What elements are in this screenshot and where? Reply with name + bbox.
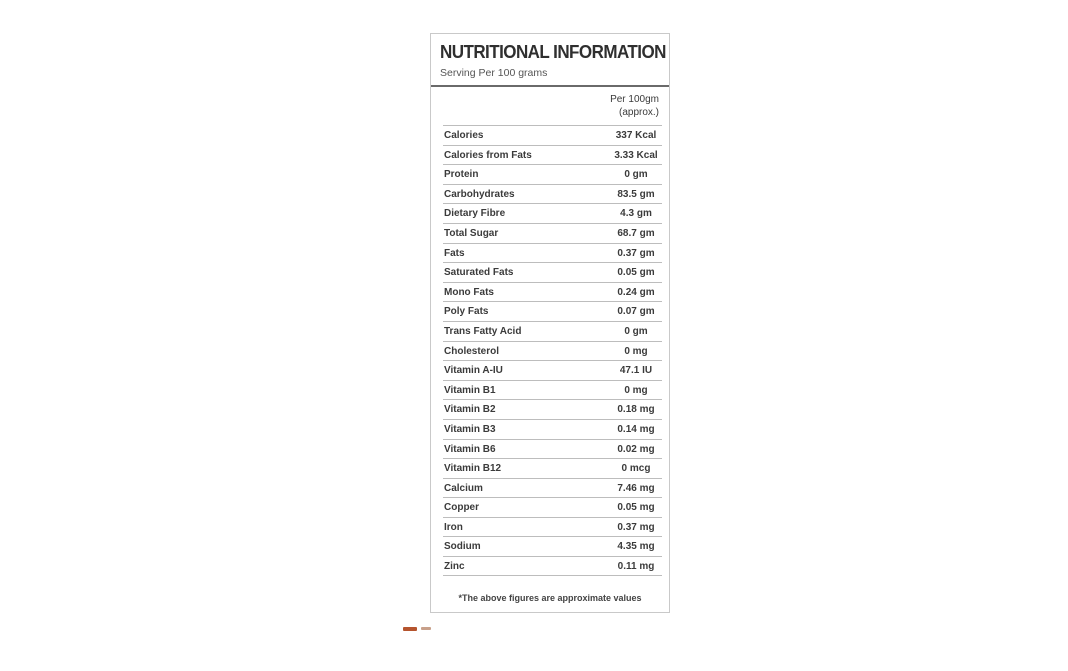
- nutrient-list: [443, 125, 662, 576]
- column-header: [579, 93, 659, 119]
- nutrient-name: Vitamin B3: [444, 423, 496, 435]
- nutrient-value: 0.11 mg: [617, 561, 655, 573]
- nutrient-name: Dietary Fibre: [444, 208, 506, 220]
- nutrient-name: Vitamin B2: [444, 404, 496, 416]
- nutrient-row: [443, 145, 662, 165]
- serving-size: Serving Per 100 grams: [440, 67, 548, 79]
- nutrient-value: 4.35 mg: [617, 541, 655, 553]
- nutrient-row: [443, 439, 662, 459]
- nutrient-value: 0.05 gm: [617, 267, 655, 279]
- nutrient-row: [443, 262, 662, 282]
- nutrient-row: [443, 419, 662, 439]
- nutrient-name: Mono Fats: [444, 286, 494, 298]
- nutrient-row: [443, 223, 662, 243]
- nutrient-value: 0.14 mg: [617, 423, 655, 435]
- nutrition-label-panel: [430, 33, 670, 613]
- nutrient-name: Vitamin B6: [444, 443, 496, 455]
- nutrient-name: Carbohydrates: [444, 188, 515, 200]
- nutrient-row: [443, 399, 662, 419]
- nutrient-value: 0 gm: [624, 169, 648, 181]
- nutrient-name: Iron: [444, 521, 463, 533]
- nutrient-row: [443, 203, 662, 223]
- nutrient-value: 0.05 mg: [617, 502, 655, 514]
- nutrient-value: 0 mg: [624, 384, 648, 396]
- footnote: *The above figures are approximate values: [458, 593, 642, 603]
- nutrient-row: [443, 380, 662, 400]
- nutrient-value: 68.7 gm: [617, 227, 655, 239]
- nutrient-row: [443, 164, 662, 184]
- nutrient-name: Fats: [444, 247, 465, 259]
- nutrient-row: [443, 517, 662, 537]
- nutrient-name: Vitamin B1: [444, 384, 496, 396]
- nutrient-name: Cholesterol: [444, 345, 500, 357]
- nutrient-value: 0.24 gm: [617, 286, 655, 298]
- nutrient-name: Calories: [444, 130, 484, 141]
- nutrient-value: 337 Kcal: [615, 130, 657, 141]
- nutrient-row: [443, 301, 662, 321]
- nutrient-value: 0.07 gm: [617, 306, 655, 318]
- nutrient-value: 0.02 mg: [617, 443, 655, 455]
- nutrient-row: [443, 282, 662, 302]
- nutrient-name: Calcium: [444, 482, 483, 494]
- nutrient-row: [443, 125, 662, 145]
- nutrient-name: Saturated Fats: [444, 267, 514, 279]
- nutrient-value: 3.33 Kcal: [614, 149, 658, 161]
- nutrient-row: [443, 360, 662, 380]
- nutrient-name: Zinc: [444, 561, 465, 573]
- column-header-line1: Per 100gm: [610, 94, 659, 105]
- nutrient-name: Total Sugar: [444, 227, 499, 239]
- nutrient-name: Copper: [444, 502, 479, 514]
- nutrient-name: Trans Fatty Acid: [444, 325, 522, 337]
- nutrient-row: [443, 321, 662, 341]
- nutrient-value: 0 mg: [624, 345, 648, 357]
- nutrient-value: 0.18 mg: [617, 404, 655, 416]
- nutrient-value: 83.5 gm: [617, 188, 655, 200]
- nutrient-value: 0 gm: [624, 325, 648, 337]
- nutrient-name: Sodium: [444, 541, 481, 553]
- nutrient-row: [443, 458, 662, 478]
- nutrient-name: Poly Fats: [444, 306, 489, 318]
- nutrient-name: Calories from Fats: [444, 149, 532, 161]
- column-header-line2: (approx.): [618, 107, 659, 118]
- decorative-mark: [403, 627, 417, 631]
- nutrient-value: 47.1 IU: [619, 365, 653, 377]
- nutrient-name: Vitamin A-IU: [444, 365, 503, 377]
- nutrient-value: 7.46 mg: [617, 482, 655, 494]
- nutrient-row: [443, 497, 662, 517]
- nutrient-row: [443, 556, 662, 576]
- nutrient-value: 0 mcg: [621, 463, 651, 475]
- nutrient-row: [443, 341, 662, 361]
- nutrient-row: [443, 536, 662, 556]
- nutrient-row: [443, 243, 662, 263]
- nutrient-name: Vitamin B12: [444, 463, 502, 475]
- nutrient-value: 0.37 mg: [617, 521, 655, 533]
- decorative-mark: [421, 627, 431, 630]
- nutrient-row: [443, 184, 662, 204]
- label-title: NUTRITIONAL INFORMATION: [440, 41, 666, 62]
- header-divider: [431, 85, 669, 87]
- nutrient-name: Protein: [444, 169, 479, 181]
- nutrient-row: [443, 478, 662, 498]
- nutrient-value: 4.3 gm: [620, 208, 652, 220]
- nutrient-value: 0.37 gm: [617, 247, 655, 259]
